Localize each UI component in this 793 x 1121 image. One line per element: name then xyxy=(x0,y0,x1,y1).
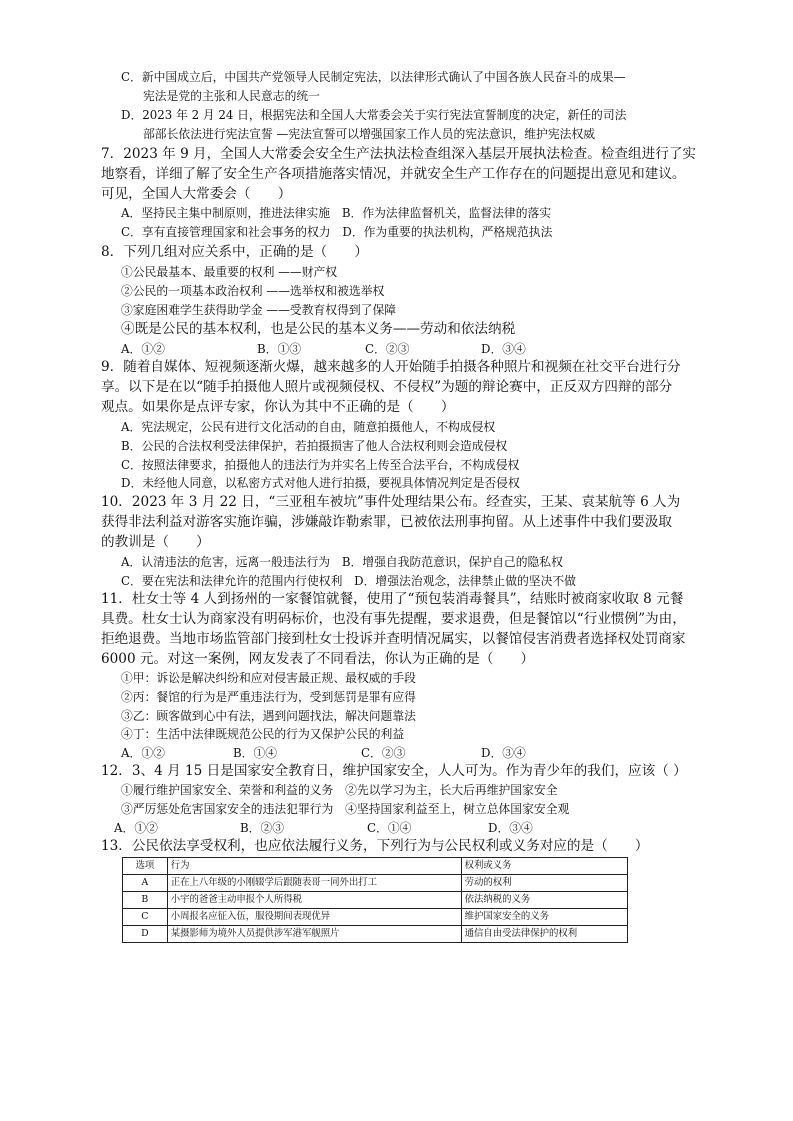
row-action: 某摄影师为境外人员提供涉军港军舰照片 xyxy=(167,926,461,943)
q6-option-c-line2: 宪法是党的主张和人民意志的统一 xyxy=(143,89,320,103)
q8-statement-2: ②公民的一项基本政治权利 ——选举权和被选举权 xyxy=(121,284,385,298)
q11-stem-line2: 具费。杜女士认为商家没有明码标价，也没有事先提醒，要求退费，但是餐馆以“行业惯例”为由， xyxy=(101,611,686,627)
q11-statement-1: ①甲：诉讼是解决纠纷和应对侵害最正规、最权威的手段 xyxy=(121,671,416,685)
q11-stem-line3: 拒绝退费。当地市场监管部门接到杜女士投诉并查明情况属实，以餐馆侵害消费者选择权处罚商家 xyxy=(101,631,686,647)
q12-statements-34: ③严厉惩处危害国家安全的违法犯罪行为 ④坚持国家利益至上，树立总体国家安全观 xyxy=(121,802,570,816)
q6-option-d-line1: D．2023 年 2 月 24 日，根据宪法和全国人大常委会关于实行宪法宣誓制度的决定，新任的司法 xyxy=(121,108,627,122)
q11-option-c: C．②③ xyxy=(361,746,406,760)
q8-option-a: A．①② xyxy=(121,342,165,356)
table-header-row xyxy=(123,858,628,875)
q9-stem-line3: 观点。如果你是点评专家，你认为其中不正确的是（ ） xyxy=(101,399,455,415)
q8-statement-4: ④既是公民的基本权利，也是公民的基本义务——劳动和依法纳税 xyxy=(121,321,516,337)
table-row xyxy=(123,909,628,926)
row-right: 通信自由受法律保护的权利 xyxy=(461,926,627,943)
q9-option-b: B．公民的合法权利受法律保护，若拍摄损害了他人合法权利则会造成侵权 xyxy=(121,439,508,453)
q8-statement-1: ①公民最基本、最重要的权利 ——财产权 xyxy=(121,265,338,279)
q12-option-c: C．①④ xyxy=(367,821,412,835)
table-header-right: 权利或义务 xyxy=(461,858,627,875)
q11-option-a: A．①② xyxy=(121,746,165,760)
q11-stem-line4: 6000 元。对这一案例，网友发表了不同看法，你认为正确的是（ ） xyxy=(101,651,535,667)
q10-options-cd: C．要在宪法和法律允许的范围内行使权利 D．增强法治观念，法律禁止做的坚决不做 xyxy=(121,574,576,588)
q10-stem-line1: 10．2023 年 3 月 22 日，“三亚租车被坑”事件处理结果公布。经查实，王某、袁某航等 6 人为 xyxy=(101,494,681,510)
q6-option-c-line1: C．新中国成立后，中国共产党领导人民制定宪法，以法律形式确认了中国各族人民奋斗的成果— xyxy=(121,70,626,84)
q9-option-d: D．未经他人同意，以私密方式对他人进行拍摄，要视具体情况判定是否侵权 xyxy=(121,476,520,490)
q10-stem-line2: 获得非法利益对游客实施诈骗，涉嫌敲诈勒索罪，已被依法刑事拘留。从上述事件中我们要汲取 xyxy=(101,514,672,530)
q7-stem-line3: 可见，全国人大常委会（ ） xyxy=(101,186,292,202)
row-option: D xyxy=(123,926,168,943)
q11-statement-4: ④丁：生活中法律既规范公民的行为又保护公民的利益 xyxy=(121,727,405,741)
q11-option-b: B．①④ xyxy=(233,746,278,760)
row-right: 依法纳税的义务 xyxy=(461,892,627,909)
q12-option-a: A．①② xyxy=(114,821,158,835)
table-row xyxy=(123,875,628,892)
table-row xyxy=(123,892,628,909)
q9-option-c: C．按照法律要求，拍摄他人的违法行为并实名上传至合法平台，不构成侵权 xyxy=(121,458,520,472)
q7-stem-line2: 地察看，详细了解了安全生产各项措施落实情况，并就安全生产工作存在的问题提出意见和建议。 xyxy=(101,166,686,182)
q9-stem-line2: 享。以下是在以“随手拍摄他人照片或视频侵权、不侵权”为题的辩论赛中，正反双方四辩的部分 xyxy=(101,379,673,395)
q7-options-cd: C．享有直接管理国家和社会事务的权力 D．作为重要的执法机构，严格规范执法 xyxy=(121,225,553,239)
row-option: C xyxy=(123,909,168,926)
table-row xyxy=(123,926,628,943)
row-action: 小宇的爸爸主动申报个人所得税 xyxy=(167,892,461,909)
q7-stem-line1: 7．2023 年 9 月，全国人大常委会安全生产法执法检查组深入基层开展执法检查。检查组进行了实 xyxy=(101,146,697,162)
q12-option-b: B．②③ xyxy=(240,821,285,835)
q8-stem: 8．下列几组对应关系中，正确的是（ ） xyxy=(101,244,368,260)
q11-stem-line1: 11．杜女士等 4 人到扬州的一家餐馆就餐，使用了“预包装消毒餐具”，结账时被商家收取 8 元餐 xyxy=(101,591,684,607)
q6-option-d-line2: 部部长依法进行宪法宣誓 —宪法宣誓可以增强国家工作人员的宪法意识，维护宪法权威 xyxy=(143,127,596,141)
q13-stem: 13．公民依法享受权利，也应依法履行义务，下列行为与公民权利或义务对应的是（ ） xyxy=(101,838,649,854)
row-option: B xyxy=(123,892,168,909)
row-right: 维护国家安全的义务 xyxy=(461,909,627,926)
q8-option-d: D．③④ xyxy=(481,342,526,356)
q11-statement-3: ③乙：顾客做到心中有法，遇到问题找法，解决问题靠法 xyxy=(121,709,416,723)
q12-stem: 12．3、4 月 15 日是国家安全教育日，维护国家安全，人人可为。作为青少年的我们，应该（ ） xyxy=(101,763,687,779)
q8-option-c: C．②③ xyxy=(365,342,410,356)
q8-option-b: B．①③ xyxy=(257,342,302,356)
q11-option-d: D．③④ xyxy=(481,746,526,760)
q11-statement-2: ②丙：餐馆的行为是严重违法行为，受到惩罚是罪有应得 xyxy=(121,690,416,704)
q12-statements-12: ①履行维护国家安全、荣誉和利益的义务 ②先以学习为主，长大后再维护国家安全 xyxy=(121,783,558,797)
q10-options-ab: A．认清违法的危害，远离一般违法行为 B．增强自我防范意识，保护自己的隐私权 xyxy=(121,555,563,569)
q8-statement-3: ③家庭困难学生获得助学金 ——受教育权得到了保障 xyxy=(121,303,397,317)
table-header-option: 选项 xyxy=(123,858,168,875)
q9-option-a: A．宪法规定，公民有进行文化活动的自由，随意拍摄他人，不构成侵权 xyxy=(121,420,496,434)
q12-option-d: D．③④ xyxy=(488,821,533,835)
q9-stem-line1: 9．随着自媒体、短视频逐渐火爆，越来越多的人开始随手拍摄各种照片和视频在社交平台进行分 xyxy=(101,359,681,375)
row-option: A xyxy=(123,875,168,892)
row-action: 小周报名应征入伍，服役期间表现优异 xyxy=(167,909,461,926)
table-header-action: 行为 xyxy=(167,858,461,875)
q13-table xyxy=(122,857,628,943)
row-action: 正在上八年级的小刚辍学后跟随表哥一同外出打工 xyxy=(167,875,461,892)
row-right: 劳动的权利 xyxy=(461,875,627,892)
q10-stem-line3: 的教训是（ ） xyxy=(101,534,210,550)
q7-options-ab: A．坚持民主集中制原则，推进法律实施 B．作为法律监督机关，监督法律的落实 xyxy=(121,206,552,220)
